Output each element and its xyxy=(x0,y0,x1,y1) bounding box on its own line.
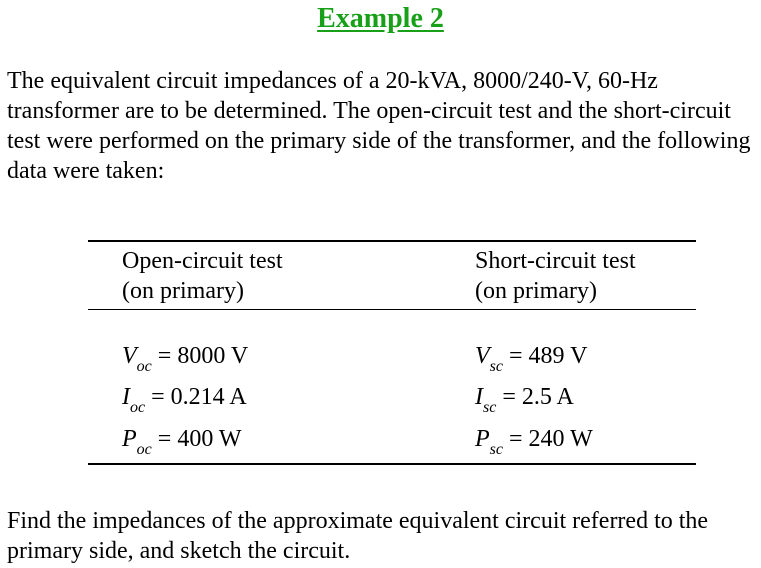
short-circuit-header xyxy=(475,246,636,306)
open-circuit-header-note: (on primary) xyxy=(122,278,244,304)
open-circuit-voltage: $V_{oc} = 8000$ V xyxy=(122,343,249,375)
short-circuit-power: $P_{sc} = 240$ W xyxy=(475,426,593,458)
question-text: Find the impedances of the approximate equivalent circuit referred to the primary side, and sketch the circuit. xyxy=(7,508,709,564)
open-circuit-power: $P_{oc} = 400$ W xyxy=(122,426,242,458)
short-circuit-header-title: Short-circuit test xyxy=(475,248,636,274)
short-circuit-header-note: (on primary) xyxy=(475,278,597,304)
short-circuit-current: $I_{sc} = 2.5$ A xyxy=(475,384,574,416)
test-data-table xyxy=(88,240,696,465)
open-circuit-header-title: Open-circuit test xyxy=(122,248,283,274)
page-title: Example 2 xyxy=(317,3,444,34)
open-circuit-header xyxy=(122,246,283,306)
open-circuit-current: $I_{oc} = 0.214$ A xyxy=(122,384,247,416)
problem-statement: The equivalent circuit impedances of a 20-kVA, 8000/240-V, 60-Hz transformer are to be determined. The open-circuit test and the short-circuit test were performed on the primary side of the transformer, and the following data were taken: xyxy=(7,68,751,184)
header-divider xyxy=(88,309,696,310)
short-circuit-voltage: $V_{sc} = 489$ V xyxy=(475,343,588,375)
